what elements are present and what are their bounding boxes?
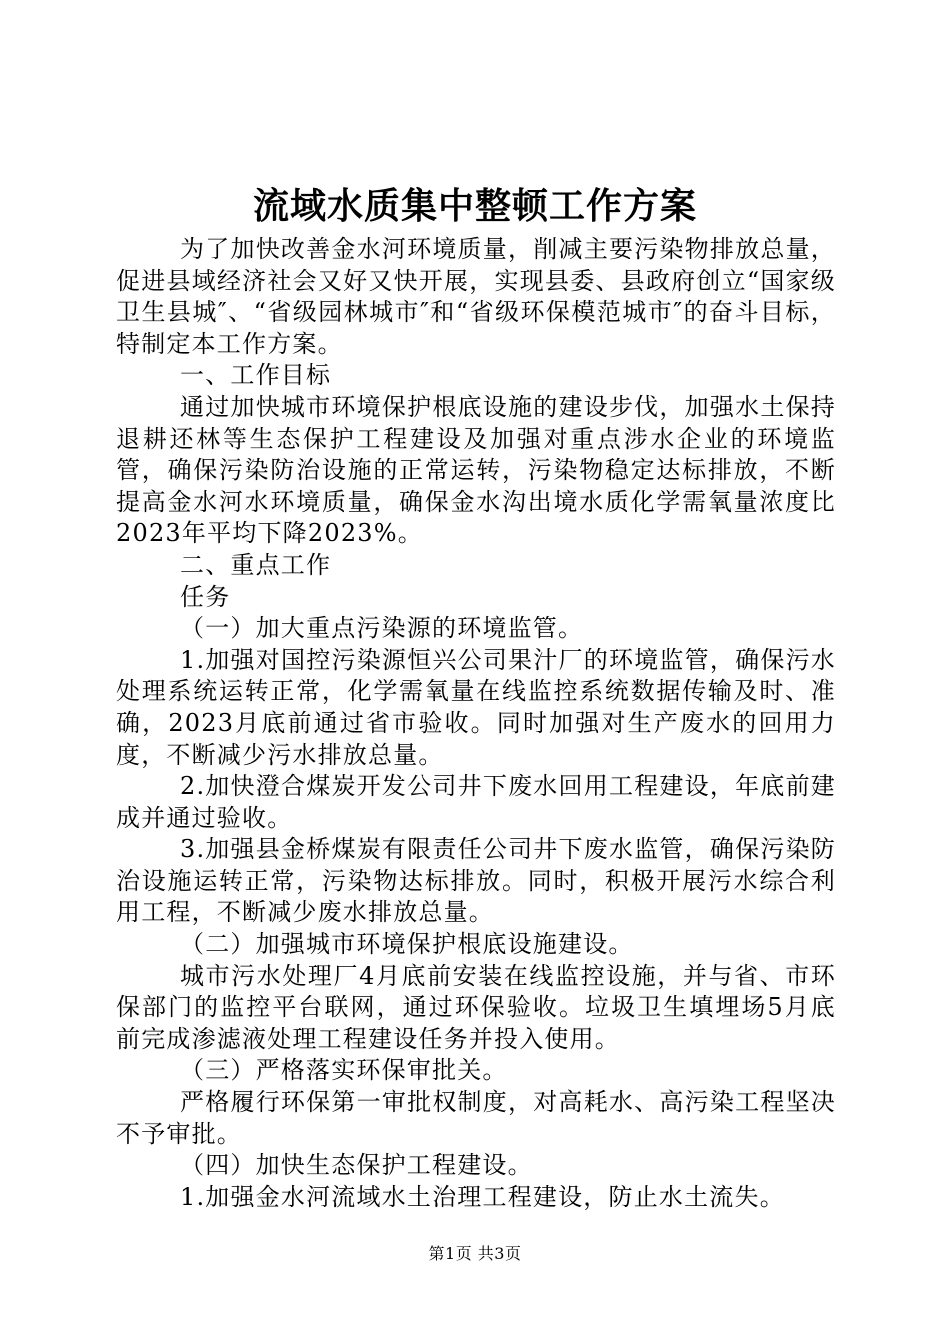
- subheading-infrastructure: （二）加强城市环境保护根底设施建设。: [180, 930, 634, 959]
- list-item: 1.加强金水河流域水土治理工程建设，防止水土流失。: [180, 1182, 785, 1211]
- approval-paragraph: 严格履行环保第一审批权制度，对高耗水、高污染工程坚决不予审批。: [116, 1088, 836, 1148]
- subheading-pollution-sources: （一）加大重点污染源的环境监管。: [180, 614, 584, 643]
- section-heading-goals: 一、工作目标: [180, 361, 332, 390]
- infrastructure-paragraph: 城市污水处理厂4月底前安装在线监控设施，并与省、市环保部门的监控平台联网，通过环保验收。垃圾卫生填埋场5月底前完成渗滤液处理工程建设任务并投入使用。: [116, 961, 836, 1053]
- document-title: 流域水质集中整顿工作方案: [252, 185, 697, 227]
- goals-paragraph: 通过加快城市环境保护根底设施的建设步伐，加强水土保持退耕还林等生态保护工程建设及加强对重点涉水企业的环境监管，确保污染防治设施的正常运转，污染物稳定达标排放，不断提高金水河水环境质量，确保金水沟出境水质化学需氧量浓度比2023年平均下降2023%。: [116, 392, 836, 548]
- subheading-ecology: （四）加快生态保护工程建设。: [180, 1151, 533, 1180]
- page-footer: 第1页 共3页: [428, 1244, 522, 1263]
- list-item: 1.加强对国控污染源恒兴公司果汁厂的环境监管，确保污水处理系统运转正常，化学需氧量在线监控系统数据传输及时、准确，2023月底前通过省市验收。同时加强对生产废水的回用力度，不断减少污水排放总量。: [116, 645, 836, 769]
- section-heading-key-work: 二、重点工作: [180, 550, 332, 579]
- tasks-label: 任务: [180, 582, 231, 611]
- list-item: 3.加强县金桥煤炭有限责任公司井下废水监管，确保污染防治设施运转正常，污染物达标排放。同时，积极开展污水综合利用工程，不断减少废水排放总量。: [116, 835, 836, 927]
- intro-paragraph: 为了加快改善金水河环境质量，削减主要污染物排放总量，促进县域经济社会又好又快开展，实现县委、县政府创立“国家级卫生县城″、“省级园林城市″和“省级环保模范城市″的奋斗目标，特制定本工作方案。: [116, 235, 836, 358]
- list-item: 2.加快澄合煤炭开发公司井下废水回用工程建设，年底前建成并通过验收。: [116, 772, 836, 832]
- document-body: [116, 234, 836, 1213]
- subheading-approval: （三）严格落实环保审批关。: [180, 1056, 508, 1085]
